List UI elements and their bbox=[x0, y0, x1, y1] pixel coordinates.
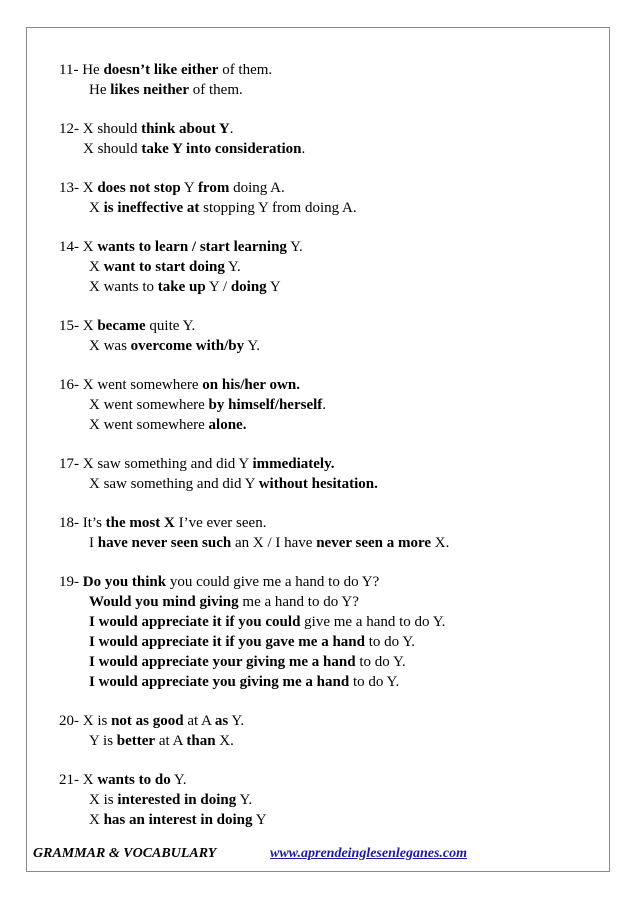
sentence-text: to do Y. bbox=[349, 674, 400, 690]
footer-link[interactable]: www.aprendeinglesenleganes.com bbox=[270, 846, 468, 861]
exercise-item bbox=[59, 237, 599, 297]
exercise-item bbox=[59, 572, 599, 692]
sentence-text: Y. bbox=[286, 239, 303, 255]
exercise-item bbox=[59, 316, 599, 356]
key-phrase: wants to learn / start learning bbox=[97, 239, 287, 255]
sentence-text: X saw something and did Y bbox=[82, 456, 253, 472]
sentence-text: Y. bbox=[236, 792, 253, 808]
sentence-text: X is bbox=[89, 792, 118, 808]
sentence-text: Y is bbox=[89, 733, 117, 749]
sentence-text: Y bbox=[266, 279, 281, 295]
exercise-sentence bbox=[59, 454, 599, 474]
key-phrase: is ineffective at bbox=[103, 200, 200, 216]
key-phrase: wants to do bbox=[97, 772, 171, 788]
sentence-text: Y. bbox=[228, 713, 245, 729]
key-phrase: on his/her own. bbox=[202, 377, 300, 393]
sentence-text: X saw something and did Y bbox=[89, 476, 259, 492]
key-phrase: alone. bbox=[208, 417, 247, 433]
exercise-list bbox=[59, 60, 599, 849]
key-phrase: interested in doing bbox=[117, 792, 237, 808]
exercise-item bbox=[59, 513, 599, 553]
exercise-sentence bbox=[59, 711, 599, 731]
exercise-rewrite bbox=[59, 592, 599, 612]
key-phrase: has an interest in doing bbox=[103, 812, 253, 828]
exercise-rewrite bbox=[59, 395, 599, 415]
item-number: 15- bbox=[59, 318, 83, 334]
exercise-sentence bbox=[59, 316, 599, 336]
sentence-text: to do Y. bbox=[355, 654, 406, 670]
exercise-rewrite bbox=[59, 612, 599, 632]
key-phrase: I would appreciate your giving me a hand bbox=[89, 654, 356, 670]
page-footer bbox=[33, 846, 593, 868]
sentence-text: It’s bbox=[82, 515, 106, 531]
sentence-text: X went somewhere bbox=[89, 417, 209, 433]
key-phrase: think about Y bbox=[141, 121, 230, 137]
exercise-rewrite bbox=[59, 80, 599, 100]
sentence-text: stopping Y from doing A. bbox=[199, 200, 357, 216]
key-phrase: never seen a more bbox=[316, 535, 432, 551]
exercise-rewrite bbox=[59, 533, 599, 553]
sentence-text: I’ve ever seen. bbox=[174, 515, 267, 531]
exercise-rewrite bbox=[59, 474, 599, 494]
sentence-text: . bbox=[301, 141, 306, 157]
exercise-item bbox=[59, 375, 599, 435]
sentence-text: Y / bbox=[205, 279, 231, 295]
sentence-text: X bbox=[82, 239, 98, 255]
key-phrase: have never seen such bbox=[97, 535, 232, 551]
key-phrase: not as good bbox=[111, 713, 184, 729]
item-number: 11- bbox=[59, 62, 83, 78]
sentence-text: to do Y. bbox=[364, 634, 415, 650]
sentence-text: X bbox=[89, 812, 104, 828]
exercise-sentence bbox=[59, 572, 599, 592]
exercise-item bbox=[59, 178, 599, 218]
sentence-text: of them. bbox=[189, 82, 243, 98]
item-number: 18- bbox=[59, 515, 83, 531]
key-phrase: doesn’t like either bbox=[103, 62, 219, 78]
key-phrase: take up bbox=[157, 279, 206, 295]
sentence-text: Y. bbox=[170, 772, 187, 788]
key-phrase: from bbox=[197, 180, 230, 196]
sentence-text: He bbox=[82, 62, 104, 78]
sentence-text: of them. bbox=[218, 62, 273, 78]
item-number: 12- bbox=[59, 121, 83, 137]
item-number: 19- bbox=[59, 574, 83, 590]
sentence-text: X. bbox=[215, 733, 234, 749]
sentence-text: give me a hand to do Y. bbox=[300, 614, 446, 630]
exercise-rewrite bbox=[59, 790, 599, 810]
sentence-text: at A bbox=[155, 733, 187, 749]
exercise-item bbox=[59, 770, 599, 830]
sentence-text: X should bbox=[83, 141, 142, 157]
key-phrase: by himself/herself bbox=[208, 397, 323, 413]
item-number: 17- bbox=[59, 456, 83, 472]
exercise-sentence bbox=[59, 237, 599, 257]
exercise-rewrite bbox=[59, 415, 599, 435]
key-phrase: without hesitation. bbox=[258, 476, 378, 492]
exercise-rewrite bbox=[59, 139, 599, 159]
sentence-text: X wants to bbox=[89, 279, 158, 295]
key-phrase: take Y into consideration bbox=[141, 141, 302, 157]
key-phrase: I would appreciate it if you gave me a hand bbox=[89, 634, 365, 650]
item-number: 14- bbox=[59, 239, 83, 255]
key-phrase: want to start doing bbox=[103, 259, 225, 275]
sentence-text: I bbox=[89, 535, 98, 551]
key-phrase: the most X bbox=[105, 515, 175, 531]
sentence-text: X. bbox=[431, 535, 450, 551]
key-phrase: overcome with/by bbox=[130, 338, 245, 354]
exercise-rewrite bbox=[59, 277, 599, 297]
sentence-text: an X / I have bbox=[231, 535, 317, 551]
sentence-text: you could give me a hand to do Y? bbox=[166, 574, 380, 590]
key-phrase: I would appreciate you giving me a hand bbox=[89, 674, 350, 690]
item-number: 21- bbox=[59, 772, 83, 788]
exercise-rewrite bbox=[59, 257, 599, 277]
sentence-text: Y bbox=[180, 180, 198, 196]
exercise-rewrite bbox=[59, 336, 599, 356]
sentence-text: X bbox=[82, 318, 98, 334]
exercise-sentence bbox=[59, 513, 599, 533]
sentence-text: Y. bbox=[224, 259, 241, 275]
key-phrase: became bbox=[97, 318, 146, 334]
exercise-item bbox=[59, 711, 599, 751]
exercise-sentence bbox=[59, 770, 599, 790]
exercise-item bbox=[59, 454, 599, 494]
sentence-text: X bbox=[82, 772, 98, 788]
exercise-rewrite bbox=[59, 652, 599, 672]
sentence-text: X bbox=[89, 259, 104, 275]
key-phrase: as bbox=[214, 713, 229, 729]
key-phrase: I would appreciate it if you could bbox=[89, 614, 301, 630]
sentence-text: X went somewhere bbox=[82, 377, 203, 393]
sentence-text: X bbox=[89, 200, 104, 216]
exercise-rewrite bbox=[59, 731, 599, 751]
item-number: 20- bbox=[59, 713, 83, 729]
exercise-sentence bbox=[59, 178, 599, 198]
sentence-text: He bbox=[89, 82, 111, 98]
exercise-item bbox=[59, 119, 599, 159]
sentence-text: . bbox=[322, 397, 327, 413]
key-phrase: better bbox=[116, 733, 156, 749]
sentence-text: X went somewhere bbox=[89, 397, 209, 413]
exercise-rewrite bbox=[59, 672, 599, 692]
key-phrase: immediately. bbox=[252, 456, 335, 472]
key-phrase: Would you mind giving bbox=[89, 594, 239, 610]
sentence-text: X is bbox=[82, 713, 112, 729]
exercise-sentence bbox=[59, 60, 599, 80]
key-phrase: doing bbox=[230, 279, 267, 295]
sentence-text: . bbox=[229, 121, 234, 137]
sentence-text: me a hand to do Y? bbox=[238, 594, 359, 610]
sentence-text: Y. bbox=[244, 338, 260, 354]
sentence-text: X should bbox=[82, 121, 142, 137]
footer-title: GRAMMAR & VOCABULARY bbox=[33, 846, 217, 861]
exercise-item bbox=[59, 60, 599, 100]
key-phrase: does not stop bbox=[97, 180, 181, 196]
sentence-text: quite Y. bbox=[145, 318, 196, 334]
exercise-rewrite bbox=[59, 198, 599, 218]
sentence-text: X bbox=[82, 180, 98, 196]
item-number: 16- bbox=[59, 377, 83, 393]
key-phrase: likes neither bbox=[110, 82, 189, 98]
sentence-text: X was bbox=[89, 338, 131, 354]
sentence-text: Y bbox=[252, 812, 267, 828]
sentence-text: at A bbox=[183, 713, 215, 729]
exercise-rewrite bbox=[59, 632, 599, 652]
exercise-sentence bbox=[59, 119, 599, 139]
key-phrase: than bbox=[186, 733, 216, 749]
key-phrase: Do you think bbox=[82, 574, 167, 590]
exercise-rewrite bbox=[59, 810, 599, 830]
exercise-sentence bbox=[59, 375, 599, 395]
item-number: 13- bbox=[59, 180, 83, 196]
sentence-text: doing A. bbox=[229, 180, 285, 196]
